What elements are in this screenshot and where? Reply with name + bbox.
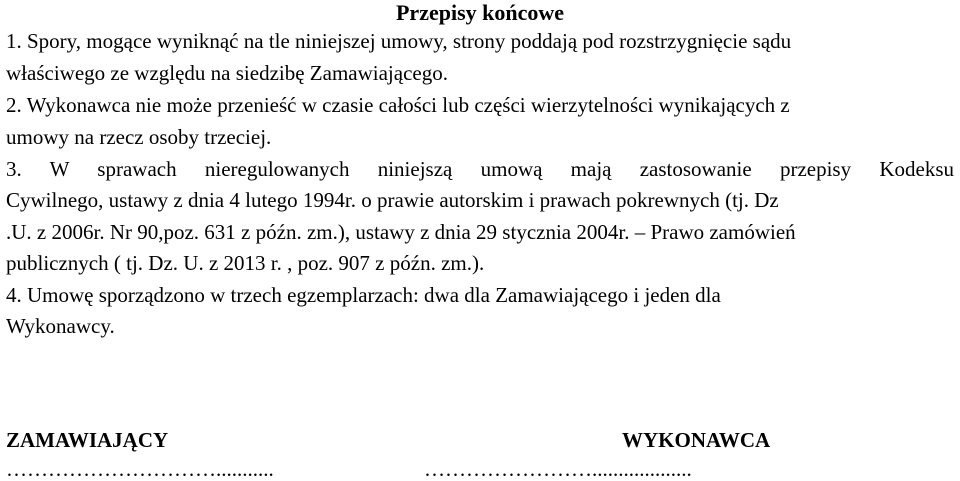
- clause-3-line-3: .U. z 2006r. Nr 90,poz. 631 z późn. zm.), ustawy z dnia 29 stycznia 2004r. – Prawo zamówień: [6, 220, 796, 244]
- wykonawca-signature-line: ……………………...................: [424, 457, 692, 481]
- clause-4-line-2: Wykonawcy.: [6, 314, 115, 338]
- clause-1-line-2: właściwego ze względu na siedzibę Zamawiającego.: [6, 61, 448, 85]
- zamawiajacy-label: ZAMAWIAJĄCY: [6, 428, 169, 452]
- clause-2-line-2: umowy na rzecz osoby trzeciej.: [6, 125, 272, 149]
- section-title: Przepisy końcowe: [395, 0, 565, 25]
- clause-1-line-1: 1. Spory, mogące wyniknąć na tle niniejszej umowy, strony poddają pod rozstrzygnięcie sądu: [6, 29, 792, 53]
- clause-3-line-1: 3. W sprawach nieregulowanych niniejszą umową mają zastosowanie przepisy Kodeksu: [6, 157, 954, 181]
- clause-3-line-4: publicznych ( tj. Dz. U. z 2013 r. , poz. 907 z późn. zm.).: [6, 251, 485, 275]
- clause-2-line-1: 2. Wykonawca nie może przenieść w czasie całości lub części wierzytelności wynikających z: [6, 93, 790, 117]
- zamawiajacy-signature-line: …………………………...........: [6, 457, 274, 481]
- wykonawca-label: WYKONAWCA: [622, 428, 771, 452]
- clause-3-line-2: Cywilnego, ustawy z dnia 4 lutego 1994r. o prawie autorskim i prawach pokrewnych (tj. Dz: [6, 188, 779, 212]
- clause-4-line-1: 4. Umowę sporządzono w trzech egzemplarzach: dwa dla Zamawiającego i jeden dla: [6, 283, 721, 307]
